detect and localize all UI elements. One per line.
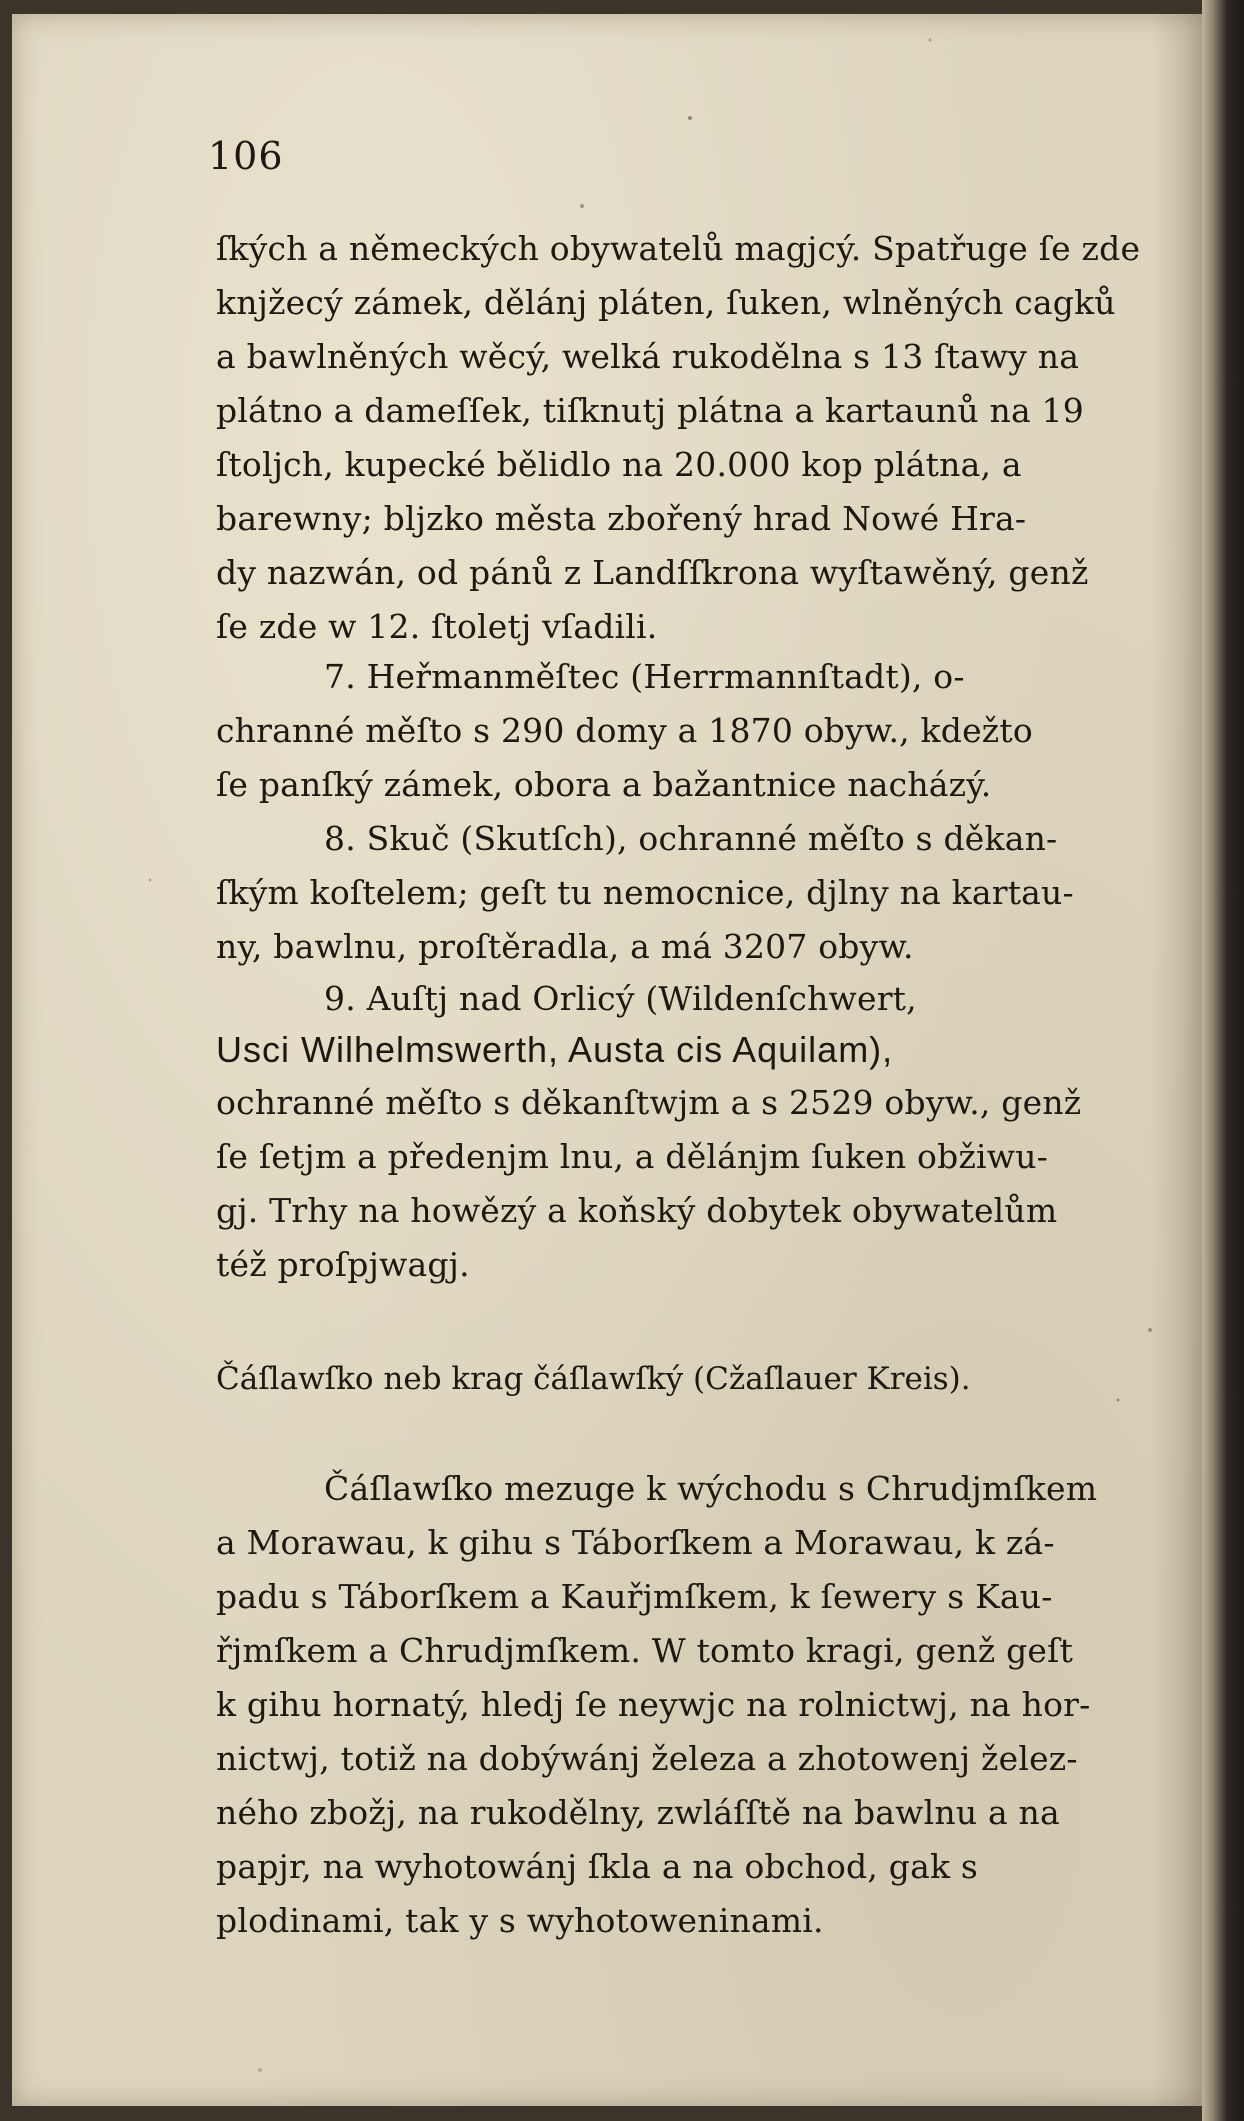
- text-line: a bawlněných wěcý, welká rukodělna s 13 ſtawy na: [216, 337, 1080, 376]
- text-line: ſe panſký zámek, obora a bažantnice nacházý.: [216, 765, 992, 804]
- text-line: k gihu hornatý, hledj ſe neywjc na rolnictwj, na hor-: [216, 1685, 1091, 1724]
- text-line: ſtoljch, kupecké bělidlo na 20.000 kop plátna, a: [216, 445, 1022, 484]
- text-line: a Morawau, k gihu s Táborſkem a Morawau, k zá-: [216, 1523, 1055, 1562]
- text-line: papjr, na wyhotowánj ſkla a na obchod, gak s: [216, 1847, 978, 1886]
- text-line: gj. Trhy na howězý a koňský dobytek obywatelům: [216, 1191, 1058, 1230]
- text-line: ſkým koſtelem; geſt tu nemocnice, djlny na kartau-: [216, 873, 1074, 912]
- text-line: barewny; bljzko města zbořený hrad Nowé Hra-: [216, 499, 1027, 538]
- text-line: dy nazwán, od pánů z Landſſkrona wyſtawěný, genž: [216, 553, 1089, 592]
- text-line: řjmſkem a Chrudjmſkem. W tomto kragi, genž geſt: [216, 1631, 1074, 1670]
- text-line: ného zbožj, na rukodělny, zwláſſtě na bawlnu a na: [216, 1793, 1060, 1832]
- text-line: ſe zde w 12. ſtoletj vſadili.: [216, 607, 658, 646]
- text-line: plátno a dameſſek, tiſknutj plátna a kartaunů na 19: [216, 391, 1084, 430]
- text-line: padu s Táborſkem a Kauřjmſkem, k ſewerу s Kau-: [216, 1577, 1053, 1616]
- text-line: ſkých a německých obywatelů magjcý. Spatřuge ſe zde: [216, 229, 1141, 268]
- book-edge: [1202, 0, 1244, 2121]
- text-line: 8. Skuč (Skutſch), ochranné měſto s děkan-: [324, 819, 1058, 858]
- text-line: též proſpjwagj.: [216, 1245, 470, 1284]
- text-line: Čáſlawſko mezuge k wýchodu s Chrudjmſkem: [324, 1469, 1098, 1508]
- text-line: chranné měſto s 290 domy a 1870 obyw., kdežto: [216, 711, 1033, 750]
- text-line: ochranné měſto s děkanſtwjm a s 2529 obyw., genž: [216, 1083, 1082, 1122]
- page-number: 106: [208, 134, 284, 178]
- text-line: 7. Heřmanměſtec (Herrmannſtadt), o-: [324, 657, 965, 696]
- text-line: 9. Auſtj nad Orlicý (Wildenſchwert,: [324, 979, 917, 1018]
- text-line: Usci Wilhelmswerth, Austa cis Aquilam),: [216, 1029, 894, 1070]
- page-curl-shadow: [1150, 14, 1202, 2106]
- text-line: ſe ſetjm a předenjm lnu, a dělánjm ſuken obžiwu-: [216, 1137, 1049, 1176]
- text-line: ny, bawlnu, proſtěradla, a má 3207 obyw.: [216, 927, 914, 966]
- text-line: plodinami, tak y s wyhotoweninami.: [216, 1901, 824, 1940]
- section-heading: Čáſlawſko neb krag čáſlawſký (Cžaſlauer Kreis).: [216, 1361, 971, 1397]
- text-line: nictwj, totiž na dobýwánj železa a zhotowenj želez-: [216, 1739, 1078, 1778]
- text-line: knjžecý zámek, dělánj pláten, ſuken, wlněných cagků: [216, 283, 1116, 322]
